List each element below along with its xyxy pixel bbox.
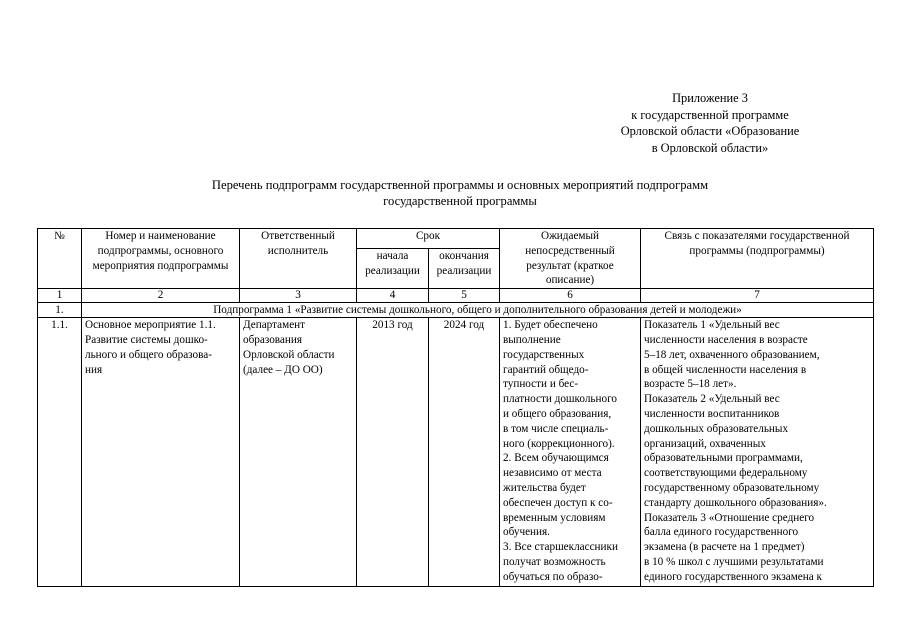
column-number: 1 xyxy=(38,289,82,303)
text-line: и общего образования, xyxy=(503,407,612,420)
text-line: тупности и бес- xyxy=(503,378,579,391)
column-number: 2 xyxy=(82,289,240,303)
text-line: Развитие системы дошко- xyxy=(85,333,208,346)
column-number: 4 xyxy=(357,289,429,303)
column-number: 3 xyxy=(240,289,357,303)
text-line: дошкольных образовательных xyxy=(644,422,789,435)
row-result xyxy=(500,318,641,587)
header-start: начала реализации xyxy=(357,249,429,289)
appendix-line: Орловской области «Образование xyxy=(620,124,800,138)
text-line: ного (коррекционного). xyxy=(503,437,615,450)
text-line: образования xyxy=(243,333,303,346)
title-line-2: государственной программы xyxy=(383,194,537,208)
text-line: обучения. xyxy=(503,526,550,539)
document-title xyxy=(120,177,800,209)
row-num: 1.1. xyxy=(38,318,82,587)
text-line: Показатель 1 «Удельный вес xyxy=(644,319,780,332)
text-line: государственных xyxy=(503,348,585,361)
header-term: Срок xyxy=(357,229,500,249)
row-name xyxy=(82,318,240,587)
text-line: численности населения в возрасте xyxy=(644,333,808,346)
text-line: Орловской области xyxy=(243,348,335,361)
column-number: 6 xyxy=(500,289,641,303)
row-executor xyxy=(240,318,357,587)
header-result: Ожидаемый непосредственный результат (краткое описание) xyxy=(500,229,641,289)
text-line: (далее – ДО ОО) xyxy=(243,363,323,376)
text-line: Основное мероприятие 1.1. xyxy=(85,319,216,332)
header-end: окончания реализации xyxy=(429,249,500,289)
appendix-header xyxy=(560,90,860,156)
text-line: независимо от места xyxy=(503,467,602,480)
text-line: гарантий общедо- xyxy=(503,363,589,376)
row-start: 2013 год xyxy=(357,318,429,587)
text-line: в общей численности населения в xyxy=(644,363,807,376)
text-line: выполнение xyxy=(503,333,561,346)
text-line: в том числе специаль- xyxy=(503,422,609,435)
subprogram-title: Подпрограмма 1 «Развитие системы дошкольного, общего и дополнительного образования детей и молодежи» xyxy=(82,303,874,318)
appendix-line: к государственной программе xyxy=(631,107,789,122)
header-num: № xyxy=(38,229,82,289)
text-line: получат возможность xyxy=(503,555,606,568)
text-line: Показатель 2 «Удельный вес xyxy=(644,393,780,406)
text-line: экзамена (в расчете на 1 предмет) xyxy=(644,541,805,554)
text-line: 1. Будет обеспечено xyxy=(503,319,598,332)
header-executor: Ответственный исполнитель xyxy=(240,229,357,289)
text-line: организаций, охваченных xyxy=(644,437,766,450)
header-link: Связь с показателями государственной программы (подпрограммы) xyxy=(641,229,874,289)
text-line: обучаться по образо- xyxy=(503,570,603,583)
row-end: 2024 год xyxy=(429,318,500,587)
text-line: образовательными программами, xyxy=(644,452,803,465)
column-numbers-row xyxy=(38,289,874,303)
column-number: 5 xyxy=(429,289,500,303)
text-line: жительства будет xyxy=(503,481,586,494)
text-line: возрасте 5–18 лет». xyxy=(644,378,737,391)
subprograms-table xyxy=(37,228,874,587)
text-line: государственному образовательному xyxy=(644,481,820,494)
header-name: Номер и наименование подпрограммы, основного мероприятия подпрограммы xyxy=(82,229,240,289)
text-line: в 10 % школ с лучшими результатами xyxy=(644,555,824,568)
text-line: соответствующими федеральному xyxy=(644,467,808,480)
row-link xyxy=(641,318,874,587)
text-line: льного и общего образова- xyxy=(85,348,212,361)
text-line: численности воспитанников xyxy=(644,407,780,420)
text-line: Показатель 3 «Отношение среднего xyxy=(644,511,815,524)
text-line: единого государственного экзамена к xyxy=(644,570,822,583)
text-line: 2. Всем обучающимся xyxy=(503,452,609,465)
subprogram-row xyxy=(38,303,874,318)
subprogram-num: 1. xyxy=(38,303,82,318)
text-line: платности дошкольного xyxy=(503,393,618,406)
text-line: 5–18 лет, охваченного образованием, xyxy=(644,348,820,361)
column-number: 7 xyxy=(641,289,874,303)
appendix-line: в Орловской области» xyxy=(651,140,769,155)
text-line: обеспечен доступ к со- xyxy=(503,496,613,509)
text-line: стандарту дошкольного образования». xyxy=(644,496,827,509)
text-line: балла единого государственного xyxy=(644,526,799,539)
text-line: 3. Все старшеклассники xyxy=(503,541,618,554)
text-line: ния xyxy=(85,363,103,376)
table-row xyxy=(38,318,874,587)
text-line: Департамент xyxy=(243,319,306,332)
appendix-line: Приложение 3 xyxy=(672,91,748,105)
title-line-1: Перечень подпрограмм государственной программы и основных мероприятий подпрограмм xyxy=(211,178,709,192)
text-line: временным условиям xyxy=(503,511,606,524)
